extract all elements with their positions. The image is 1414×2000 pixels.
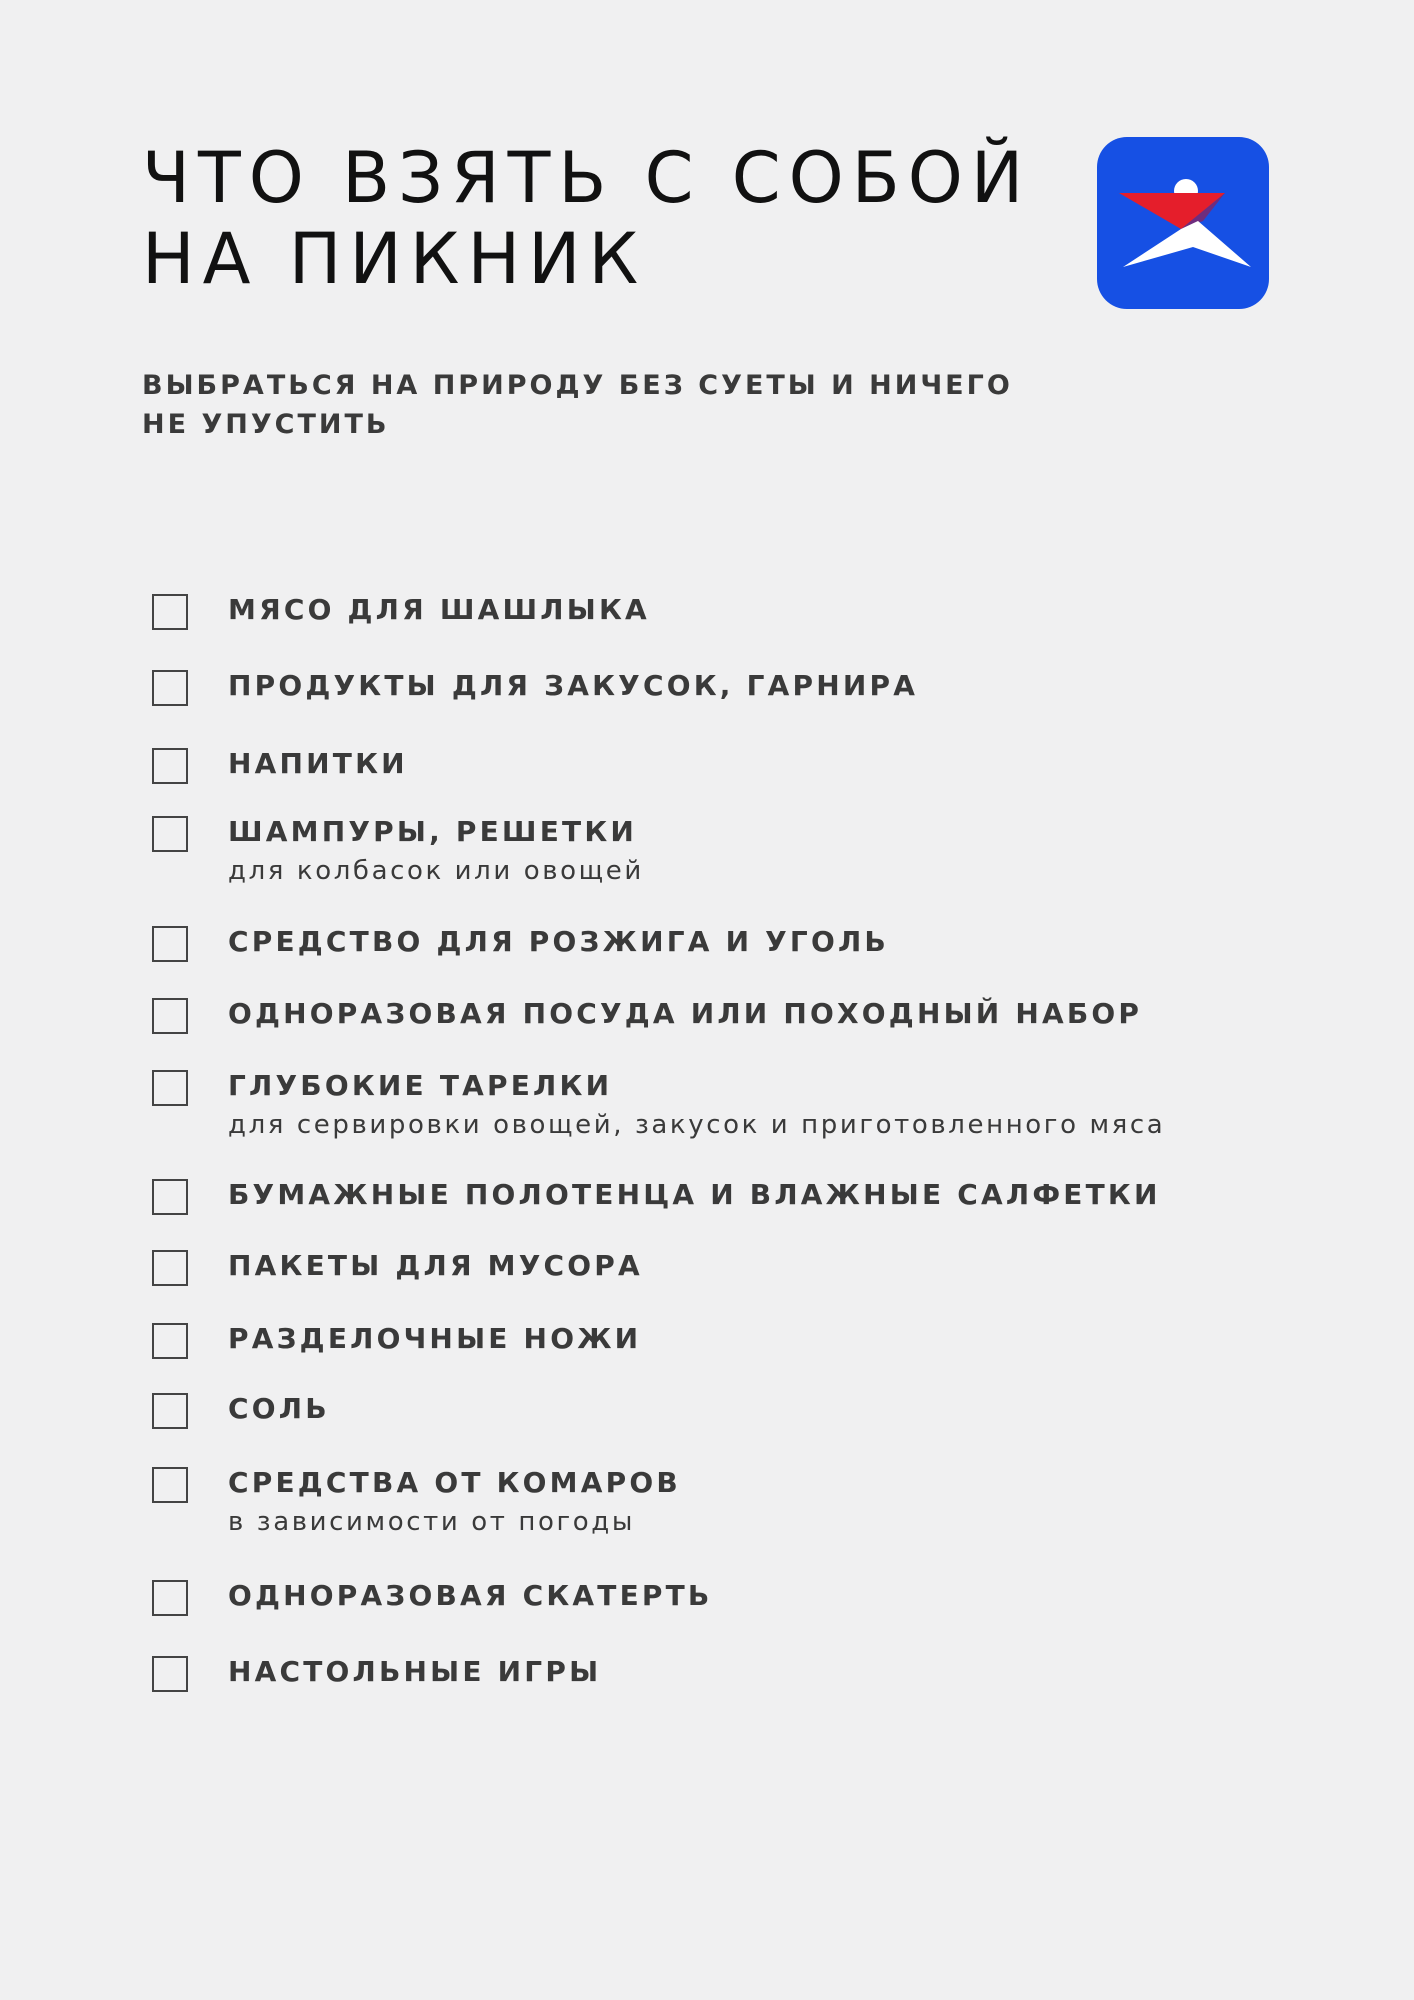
running-figure-icon (1097, 137, 1269, 309)
checkbox[interactable] (152, 670, 188, 706)
checklist-item-label: НАПИТКИ (228, 747, 408, 780)
checklist-item-label: СРЕДСТВА ОТ КОМАРОВ (228, 1466, 681, 1499)
page-subtitle-line-1: ВЫБРАТЬСЯ НА ПРИРОДУ БЕЗ СУЕТЫ И НИЧЕГО (142, 370, 1013, 401)
checkbox[interactable] (152, 1467, 188, 1503)
checklist-item-label: СОЛЬ (228, 1392, 330, 1425)
checklist-item-label: ПАКЕТЫ ДЛЯ МУСОРА (228, 1249, 643, 1282)
page-title-line-2: НА ПИКНИК (142, 218, 647, 300)
checkbox[interactable] (152, 594, 188, 630)
checkbox[interactable] (152, 816, 188, 852)
page-subtitle (142, 366, 1013, 444)
page-subtitle-line-2: НЕ УПУСТИТЬ (142, 409, 390, 440)
checkbox[interactable] (152, 1179, 188, 1215)
checkbox[interactable] (152, 926, 188, 962)
checkbox[interactable] (152, 1323, 188, 1359)
checklist-item-note: для колбасок или овощей (228, 856, 644, 886)
checklist-item-label: СРЕДСТВО ДЛЯ РОЗЖИГА И УГОЛЬ (228, 925, 889, 958)
page-title-line-1: ЧТО ВЗЯТЬ С СОБОЙ (142, 137, 1032, 219)
checkbox[interactable] (152, 1393, 188, 1429)
checklist-item-label: ОДНОРАЗОВАЯ ПОСУДА ИЛИ ПОХОДНЫЙ НАБОР (228, 997, 1143, 1030)
checkbox[interactable] (152, 748, 188, 784)
checkbox[interactable] (152, 1580, 188, 1616)
checklist-item-label: МЯСО ДЛЯ ШАШЛЫКА (228, 593, 650, 626)
checklist-item-label: НАСТОЛЬНЫЕ ИГРЫ (228, 1655, 602, 1688)
checkbox[interactable] (152, 1656, 188, 1692)
checklist-item-label: РАЗДЕЛОЧНЫЕ НОЖИ (228, 1322, 642, 1355)
checkbox[interactable] (152, 1070, 188, 1106)
checklist-item-note: в зависимости от погоды (228, 1507, 635, 1537)
checklist-item-label: ПРОДУКТЫ ДЛЯ ЗАКУСОК, ГАРНИРА (228, 669, 919, 702)
checklist-item-label: ГЛУБОКИЕ ТАРЕЛКИ (228, 1069, 613, 1102)
checklist-item-label: БУМАЖНЫЕ ПОЛОТЕНЦА И ВЛАЖНЫЕ САЛФЕТКИ (228, 1178, 1161, 1211)
checkbox[interactable] (152, 1250, 188, 1286)
checkbox[interactable] (152, 998, 188, 1034)
app-logo (1097, 137, 1269, 309)
checklist-item-note: для сервировки овощей, закусок и приготовленного мяса (228, 1110, 1166, 1140)
page-title (142, 138, 1031, 300)
checklist-item-label: ОДНОРАЗОВАЯ СКАТЕРТЬ (228, 1579, 713, 1612)
checklist-item-label: ШАМПУРЫ, РЕШЕТКИ (228, 815, 638, 848)
